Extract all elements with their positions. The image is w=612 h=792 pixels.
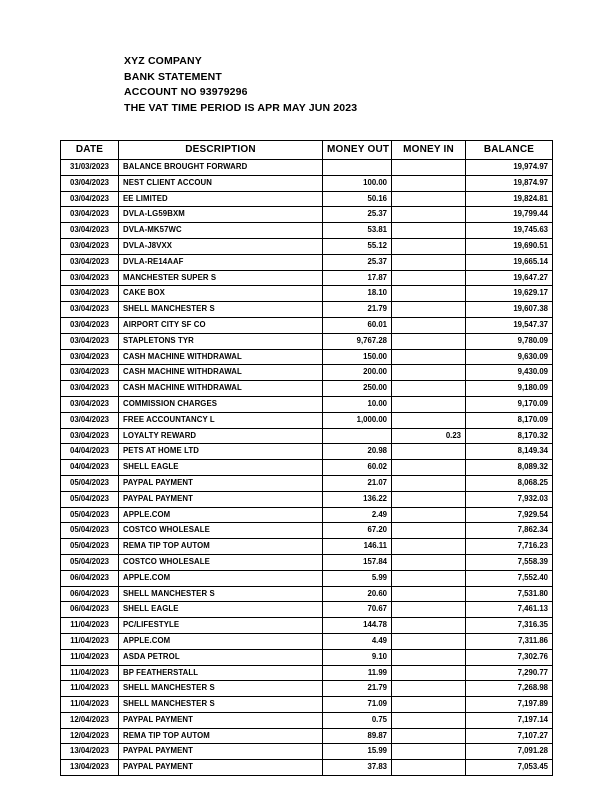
cell-money-in [392,744,466,760]
table-row [61,286,553,302]
cell-money-in [392,507,466,523]
cell-date: 05/04/2023 [61,523,119,539]
cell-money-in [392,349,466,365]
cell-money-in [392,460,466,476]
table-row [61,728,553,744]
cell-money-out [323,160,392,176]
table-row [61,160,553,176]
cell-description: SHELL MANCHESTER S [119,697,323,713]
cell-money-in [392,539,466,555]
cell-money-out: 55.12 [323,238,392,254]
cell-date: 13/04/2023 [61,744,119,760]
statement-header [124,54,357,116]
cell-money-in [392,223,466,239]
cell-balance: 19,824.81 [466,191,553,207]
table-row [61,697,553,713]
column-header-money-in: MONEY IN [392,141,466,160]
cell-money-in [392,317,466,333]
cell-date: 31/03/2023 [61,160,119,176]
cell-date: 03/04/2023 [61,412,119,428]
table-row [61,554,553,570]
cell-money-in: 0.23 [392,428,466,444]
cell-money-out: 2.49 [323,507,392,523]
cell-money-in [392,160,466,176]
table-row [61,586,553,602]
table-row [61,270,553,286]
cell-money-in [392,681,466,697]
cell-description: COSTCO WHOLESALE [119,554,323,570]
cell-money-in [392,728,466,744]
cell-money-out: 11.99 [323,665,392,681]
cell-balance: 8,068.25 [466,475,553,491]
cell-date: 05/04/2023 [61,539,119,555]
cell-description: APPLE.COM [119,633,323,649]
cell-description: STAPLETONS TYR [119,333,323,349]
cell-description: CASH MACHINE WITHDRAWAL [119,365,323,381]
cell-description: SHELL MANCHESTER S [119,681,323,697]
cell-money-out: 25.37 [323,207,392,223]
cell-balance: 7,311.86 [466,633,553,649]
cell-date: 06/04/2023 [61,586,119,602]
cell-description: SHELL EAGLE [119,602,323,618]
cell-money-out: 157.84 [323,554,392,570]
cell-money-in [392,491,466,507]
cell-balance: 19,974.97 [466,160,553,176]
cell-balance: 7,932.03 [466,491,553,507]
cell-description: COSTCO WHOLESALE [119,523,323,539]
cell-money-out [323,428,392,444]
cell-date: 03/04/2023 [61,317,119,333]
cell-money-out: 4.49 [323,633,392,649]
table-row [61,602,553,618]
account-number: ACCOUNT NO 93979296 [124,86,248,98]
cell-money-out: 21.79 [323,302,392,318]
cell-money-out: 146.11 [323,539,392,555]
cell-date: 04/04/2023 [61,444,119,460]
cell-date: 11/04/2023 [61,618,119,634]
cell-balance: 7,197.89 [466,697,553,713]
cell-money-in [392,523,466,539]
cell-description: BP FEATHERSTALL [119,665,323,681]
cell-description: PAYPAL PAYMENT [119,744,323,760]
table-row [61,333,553,349]
transactions-table-container [60,140,552,776]
column-header-balance: BALANCE [466,141,553,160]
cell-date: 03/04/2023 [61,381,119,397]
table-row [61,633,553,649]
cell-money-in [392,554,466,570]
table-row [61,254,553,270]
cell-description: BALANCE BROUGHT FORWARD [119,160,323,176]
cell-money-out: 5.99 [323,570,392,586]
cell-description: NEST CLIENT ACCOUN [119,175,323,191]
cell-description: PAYPAL PAYMENT [119,475,323,491]
cell-balance: 9,630.09 [466,349,553,365]
cell-date: 05/04/2023 [61,507,119,523]
cell-money-out: 20.98 [323,444,392,460]
cell-money-in [392,586,466,602]
cell-money-out: 15.99 [323,744,392,760]
cell-money-out: 20.60 [323,586,392,602]
table-row [61,223,553,239]
cell-description: CASH MACHINE WITHDRAWAL [119,381,323,397]
cell-description: AIRPORT CITY SF CO [119,317,323,333]
cell-money-in [392,286,466,302]
cell-date: 03/04/2023 [61,365,119,381]
cell-money-in [392,270,466,286]
cell-date: 04/04/2023 [61,460,119,476]
table-row [61,412,553,428]
table-row [61,681,553,697]
cell-money-in [392,570,466,586]
cell-balance: 7,929.54 [466,507,553,523]
cell-date: 13/04/2023 [61,760,119,776]
cell-balance: 7,862.34 [466,523,553,539]
cell-balance: 7,197.14 [466,712,553,728]
table-row [61,175,553,191]
cell-balance: 7,290.77 [466,665,553,681]
cell-date: 06/04/2023 [61,570,119,586]
cell-balance: 7,053.45 [466,760,553,776]
cell-money-in [392,444,466,460]
cell-date: 05/04/2023 [61,475,119,491]
cell-description: REMA TIP TOP AUTOM [119,539,323,555]
cell-date: 03/04/2023 [61,238,119,254]
column-header-date: DATE [61,141,119,160]
cell-money-in [392,302,466,318]
cell-money-in [392,238,466,254]
cell-money-out: 9,767.28 [323,333,392,349]
cell-balance: 7,268.98 [466,681,553,697]
cell-description: PAYPAL PAYMENT [119,491,323,507]
cell-description: DVLA-LG59BXM [119,207,323,223]
table-row [61,539,553,555]
cell-money-in [392,665,466,681]
table-header-row [61,141,553,160]
cell-balance: 19,647.27 [466,270,553,286]
cell-description: FREE ACCOUNTANCY L [119,412,323,428]
cell-date: 03/04/2023 [61,349,119,365]
cell-date: 03/04/2023 [61,302,119,318]
cell-date: 11/04/2023 [61,665,119,681]
cell-balance: 9,430.09 [466,365,553,381]
table-row [61,207,553,223]
cell-money-in [392,649,466,665]
table-row [61,365,553,381]
cell-balance: 19,874.97 [466,175,553,191]
transactions-table [60,140,553,776]
table-row [61,760,553,776]
cell-description: DVLA-J8VXX [119,238,323,254]
cell-date: 11/04/2023 [61,681,119,697]
cell-money-out: 60.01 [323,317,392,333]
cell-description: SHELL EAGLE [119,460,323,476]
table-row [61,744,553,760]
cell-date: 03/04/2023 [61,428,119,444]
cell-money-out: 17.87 [323,270,392,286]
cell-description: APPLE.COM [119,507,323,523]
cell-balance: 7,558.39 [466,554,553,570]
cell-money-in [392,412,466,428]
cell-description: ASDA PETROL [119,649,323,665]
cell-balance: 7,091.28 [466,744,553,760]
cell-money-in [392,333,466,349]
cell-date: 12/04/2023 [61,712,119,728]
table-row [61,238,553,254]
cell-date: 03/04/2023 [61,270,119,286]
cell-balance: 19,745.63 [466,223,553,239]
cell-money-in [392,381,466,397]
cell-balance: 9,180.09 [466,381,553,397]
cell-balance: 8,170.32 [466,428,553,444]
cell-description: COMMISSION CHARGES [119,396,323,412]
cell-balance: 19,547.37 [466,317,553,333]
cell-date: 05/04/2023 [61,491,119,507]
cell-date: 03/04/2023 [61,191,119,207]
cell-description: APPLE.COM [119,570,323,586]
cell-balance: 19,690.51 [466,238,553,254]
column-header-money-out: MONEY OUT [323,141,392,160]
cell-balance: 7,316.35 [466,618,553,634]
cell-balance: 8,149.34 [466,444,553,460]
cell-money-in [392,602,466,618]
cell-description: MANCHESTER SUPER S [119,270,323,286]
cell-money-out: 100.00 [323,175,392,191]
cell-money-out: 10.00 [323,396,392,412]
cell-description: REMA TIP TOP AUTOM [119,728,323,744]
cell-description: EE LIMITED [119,191,323,207]
cell-money-out: 67.20 [323,523,392,539]
cell-balance: 8,170.09 [466,412,553,428]
table-row [61,381,553,397]
cell-money-out: 60.02 [323,460,392,476]
cell-money-out: 144.78 [323,618,392,634]
cell-money-in [392,254,466,270]
table-row [61,460,553,476]
cell-date: 11/04/2023 [61,697,119,713]
cell-balance: 7,552.40 [466,570,553,586]
cell-money-out: 89.87 [323,728,392,744]
table-row [61,712,553,728]
cell-date: 11/04/2023 [61,633,119,649]
cell-balance: 19,607.38 [466,302,553,318]
table-row [61,349,553,365]
statement-title: BANK STATEMENT [124,70,222,83]
cell-description: PETS AT HOME LTD [119,444,323,460]
cell-money-out: 136.22 [323,491,392,507]
cell-money-in [392,207,466,223]
cell-money-out: 18.10 [323,286,392,302]
cell-description: CAKE BOX [119,286,323,302]
cell-date: 06/04/2023 [61,602,119,618]
cell-money-out: 71.09 [323,697,392,713]
cell-description: PAYPAL PAYMENT [119,712,323,728]
cell-balance: 7,461.13 [466,602,553,618]
cell-date: 03/04/2023 [61,254,119,270]
cell-date: 12/04/2023 [61,728,119,744]
cell-balance: 9,780.09 [466,333,553,349]
cell-money-in [392,191,466,207]
cell-money-in [392,396,466,412]
cell-money-out: 37.83 [323,760,392,776]
table-row [61,665,553,681]
cell-description: DVLA-MK57WC [119,223,323,239]
cell-money-out: 9.10 [323,649,392,665]
cell-date: 11/04/2023 [61,649,119,665]
cell-money-in [392,475,466,491]
cell-money-in [392,175,466,191]
cell-balance: 7,531.80 [466,586,553,602]
cell-date: 03/04/2023 [61,175,119,191]
cell-balance: 9,170.09 [466,396,553,412]
cell-money-out: 0.75 [323,712,392,728]
cell-money-in [392,712,466,728]
cell-money-in [392,697,466,713]
table-row [61,475,553,491]
cell-date: 03/04/2023 [61,333,119,349]
cell-money-out: 21.79 [323,681,392,697]
cell-balance: 8,089.32 [466,460,553,476]
table-row [61,570,553,586]
cell-description: PAYPAL PAYMENT [119,760,323,776]
company-name: XYZ COMPANY [124,55,202,67]
cell-money-out: 200.00 [323,365,392,381]
table-row [61,428,553,444]
cell-balance: 7,716.23 [466,539,553,555]
cell-money-out: 25.37 [323,254,392,270]
vat-period: THE VAT TIME PERIOD IS APR MAY JUN 2023 [124,101,358,114]
table-row [61,317,553,333]
table-row [61,523,553,539]
cell-money-in [392,618,466,634]
table-row [61,444,553,460]
table-row [61,396,553,412]
cell-description: SHELL MANCHESTER S [119,302,323,318]
cell-balance: 19,799.44 [466,207,553,223]
cell-balance: 19,629.17 [466,286,553,302]
cell-money-out: 21.07 [323,475,392,491]
cell-date: 05/04/2023 [61,554,119,570]
cell-money-out: 50.16 [323,191,392,207]
cell-date: 03/04/2023 [61,396,119,412]
cell-money-out: 150.00 [323,349,392,365]
cell-description: LOYALTY REWARD [119,428,323,444]
cell-money-out: 1,000.00 [323,412,392,428]
cell-balance: 7,107.27 [466,728,553,744]
table-row [61,507,553,523]
table-row [61,491,553,507]
cell-date: 03/04/2023 [61,286,119,302]
table-row [61,191,553,207]
cell-money-out: 53.81 [323,223,392,239]
cell-description: PC/LIFESTYLE [119,618,323,634]
table-row [61,618,553,634]
column-header-description: DESCRIPTION [119,141,323,160]
cell-money-out: 70.67 [323,602,392,618]
cell-date: 03/04/2023 [61,223,119,239]
table-row [61,302,553,318]
cell-balance: 19,665.14 [466,254,553,270]
cell-money-in [392,760,466,776]
cell-description: DVLA-RE14AAF [119,254,323,270]
cell-money-in [392,365,466,381]
cell-description: SHELL MANCHESTER S [119,586,323,602]
table-body [61,160,553,776]
cell-description: CASH MACHINE WITHDRAWAL [119,349,323,365]
cell-balance: 7,302.76 [466,649,553,665]
table-row [61,649,553,665]
cell-date: 03/04/2023 [61,207,119,223]
table-header [61,141,553,160]
cell-money-in [392,633,466,649]
cell-money-out: 250.00 [323,381,392,397]
